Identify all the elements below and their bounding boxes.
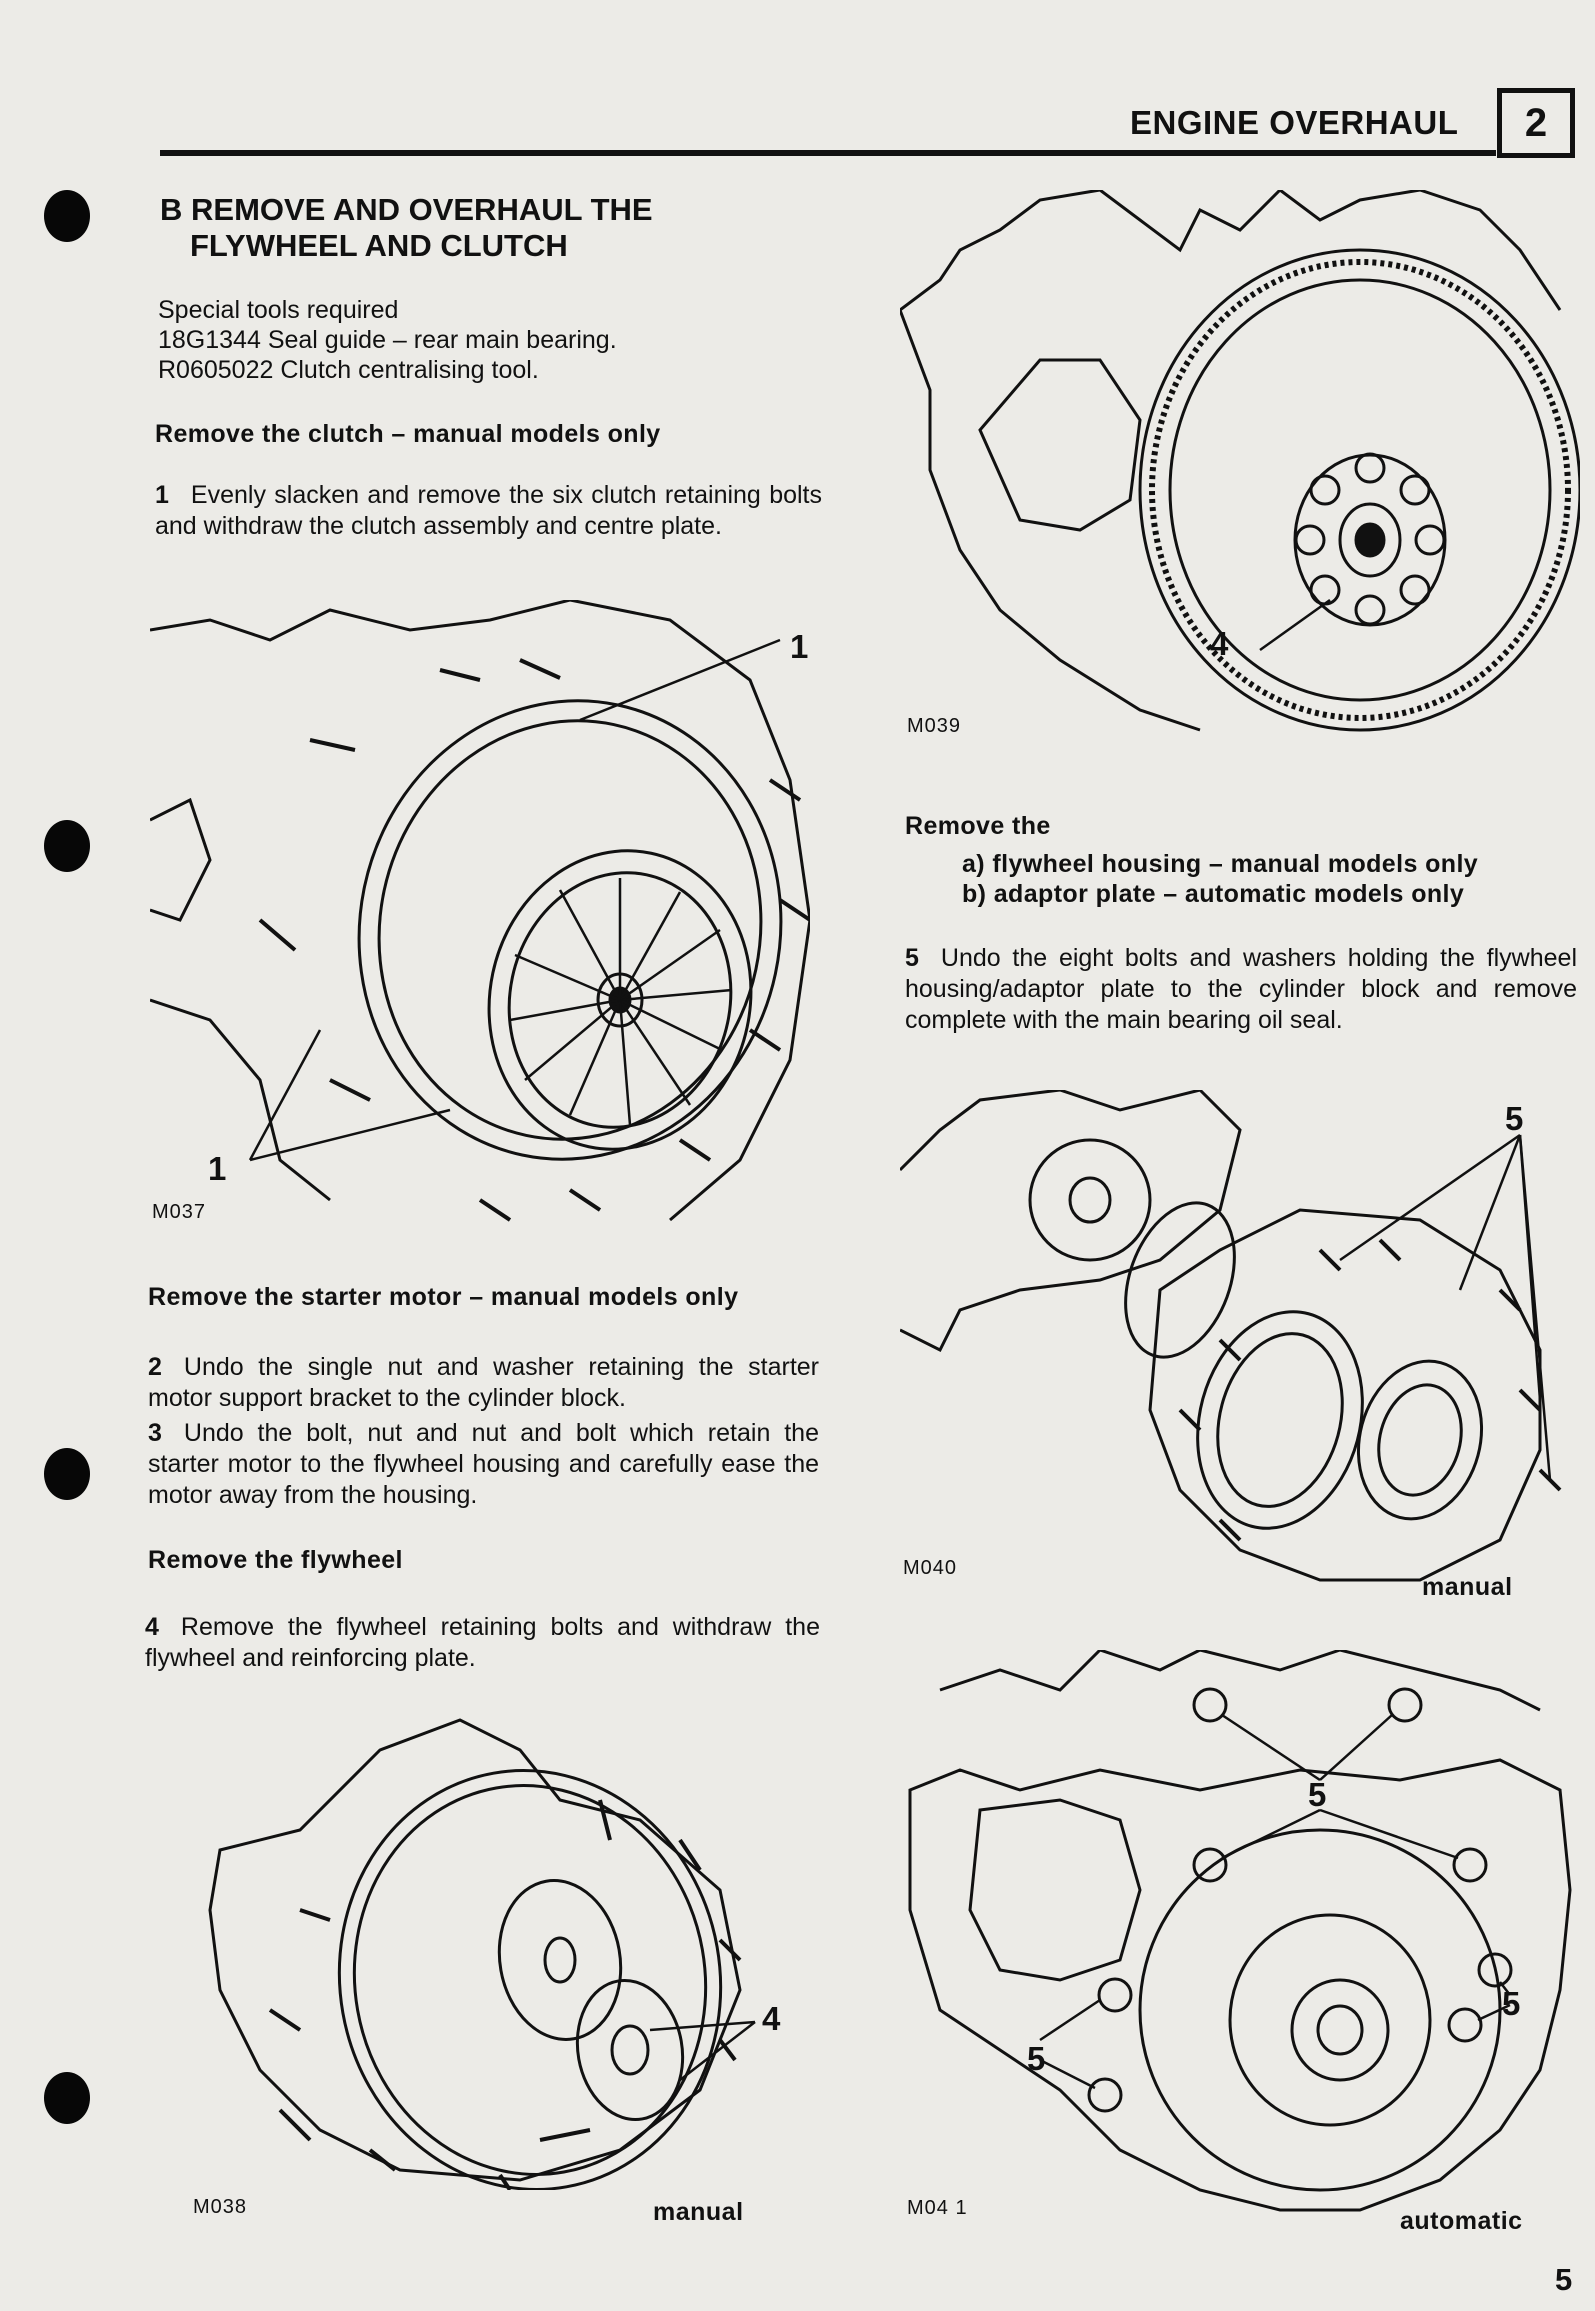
figure-caption: manual <box>1422 1573 1513 1601</box>
binder-hole <box>44 190 90 242</box>
callout-5: 5 <box>1502 1985 1521 2022</box>
callout-1: 1 <box>208 1150 227 1187</box>
step-number: 3 <box>148 1419 162 1447</box>
step-number: 4 <box>145 1613 159 1641</box>
figure-ref: M039 <box>907 715 962 737</box>
figure-housing-manual <box>900 1090 1580 1590</box>
tools-heading: Special tools required <box>158 296 399 324</box>
step-number: 5 <box>905 944 919 972</box>
step-number: 1 <box>155 481 169 509</box>
figure-ref: M040 <box>903 1557 958 1579</box>
starter-heading: Remove the starter motor – manual models only <box>148 1283 739 1311</box>
section-title-line1: B REMOVE AND OVERHAUL THE <box>160 192 653 227</box>
step-text: Remove the flywheel retaining bolts and withdraw the flywheel and reinforcing plate. <box>145 1613 820 1672</box>
callout-4: 4 <box>762 2000 781 2037</box>
callout-5: 5 <box>1308 1776 1327 1813</box>
housing-heading: Remove the <box>905 812 1051 840</box>
step-4 <box>145 1612 820 1674</box>
step-text: Undo the eight bolts and washers holding the flywheel housing/adaptor plate to the cylinder block and remove complete with the main bearing oil seal. <box>905 944 1577 1034</box>
page-number: 5 <box>1555 2262 1573 2297</box>
tool-item: R0605022 Clutch centralising tool. <box>158 356 539 384</box>
section-title-line2: FLYWHEEL AND CLUTCH <box>190 228 568 263</box>
housing-sub-b: b) adaptor plate – automatic models only <box>962 880 1465 908</box>
step-text: Undo the bolt, nut and nut and bolt which retain the starter motor to the flywheel housing and carefully ease the motor away from the housing. <box>148 1419 819 1509</box>
section-title <box>160 192 653 264</box>
step-text: Undo the single nut and washer retaining the starter motor support bracket to the cylinder block. <box>148 1353 819 1412</box>
header-rule <box>160 150 1496 156</box>
step-3 <box>148 1418 819 1511</box>
figure-flywheel <box>900 190 1580 750</box>
step-text: Evenly slacken and remove the six clutch retaining bolts and withdraw the clutch assembly and centre plate. <box>155 481 822 540</box>
step-number: 2 <box>148 1353 162 1381</box>
callout-1: 1 <box>790 628 809 665</box>
step-1 <box>155 480 822 542</box>
figure-clutch-assembly <box>150 600 810 1240</box>
header-title: ENGINE OVERHAUL <box>1130 104 1459 141</box>
step-2 <box>148 1352 819 1414</box>
figure-flywheel-manual <box>180 1710 770 2190</box>
chapter-number: 2 <box>1497 88 1575 158</box>
housing-sub-a: a) flywheel housing – manual models only <box>962 850 1479 878</box>
special-tools <box>158 295 818 385</box>
binder-hole <box>44 1448 90 1500</box>
figure-ref: M04 1 <box>907 2197 968 2219</box>
figure-ref: M038 <box>193 2196 248 2218</box>
tool-item: 18G1344 Seal guide – rear main bearing. <box>158 326 617 354</box>
clutch-heading: Remove the clutch – manual models only <box>155 420 661 448</box>
callout-5: 5 <box>1027 2040 1046 2077</box>
figure-ref: M037 <box>152 1201 207 1223</box>
binder-hole <box>44 2072 90 2124</box>
callout-5: 5 <box>1505 1100 1524 1137</box>
step-5 <box>905 943 1577 1036</box>
binder-hole <box>44 820 90 872</box>
figure-adaptor-automatic <box>900 1650 1580 2220</box>
callout-4: 4 <box>1210 625 1229 662</box>
figure-caption: manual <box>653 2198 744 2226</box>
figure-caption: automatic <box>1400 2207 1523 2235</box>
flywheel-heading: Remove the flywheel <box>148 1546 403 1574</box>
